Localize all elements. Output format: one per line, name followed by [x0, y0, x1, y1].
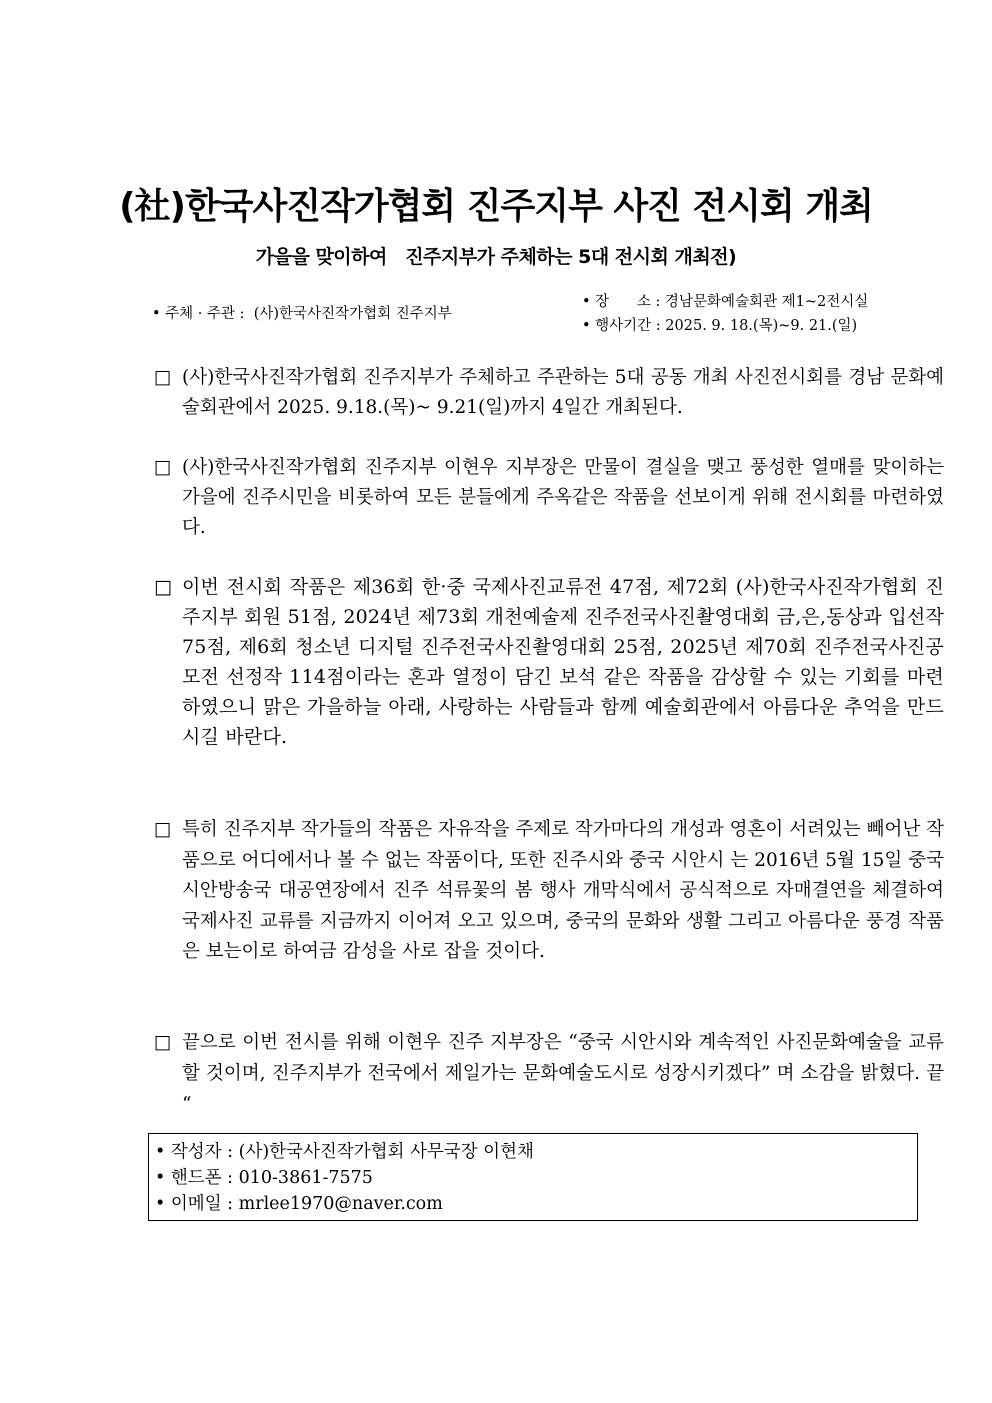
paragraph-2 — [154, 453, 944, 543]
venue-info: • 장 소 : 경남문화예술회관 제1~2전시실 — [582, 294, 869, 310]
checkbox-symbol: □ — [154, 367, 172, 388]
paragraph-1 — [154, 363, 944, 423]
paragraph-text: (사)한국사진작가협회 진주지부 이현우 지부장은 만물이 결실을 맺고 풍성한 열매를 맞이하는 가을에 진주시민을 비롯하여 모든 분들에게 주옥같은 작품을 선보이게 위해 전시회를 마련하였다. — [182, 457, 944, 538]
checkbox-symbol: □ — [154, 819, 172, 840]
checkbox-symbol: □ — [154, 576, 173, 598]
contact-author: • 작성자 : (사)한국사진작가협회 사무국장 이현채 — [155, 1142, 534, 1162]
host-info: • 주체 · 주관 : (사)한국사진작가협회 진주지부 — [152, 306, 452, 322]
paragraph-text: 특히 진주지부 작가들의 작품은 자유작을 주제로 작가마다의 개성과 영혼이 서려있는 빼어난 작품으로 어디에서나 볼 수 없는 작품이다, 또한 진주시와 중국 시안시 는 2016년 5월 15일 중국 시안방송국 대공연장에서 진주 석류꽃의 봄 행사 개막식에서 공식적으로 자매결연을 체결하여 국제사진 교류를 지금까지 이어져 오고 있으며, 중국의 문화와 생활 그리고 아름다운 풍경 작품은 보는이로 하여금 감성을 사로 잡을 것이다. — [182, 819, 944, 962]
checkbox-symbol: □ — [154, 1032, 172, 1053]
contact-phone: • 핸드폰 : 010-3861-7575 — [155, 1168, 373, 1188]
period-info: • 행사기간 : 2025. 9. 18.(목)~9. 21.(일) — [582, 318, 858, 334]
checkbox-symbol: □ — [154, 457, 172, 478]
document-title: (社)한국사진작가협회 진주지부 사진 전시회 개최 — [119, 186, 873, 227]
paragraph-text: 이번 전시회 작품은 제36회 한·중 국제사진교류전 47점, 제72회 (사)한국사진작가협회 진주지부 회원 51점, 2024년 제73회 개천예술제 진주전국사진촬영대회 금,은,동상과 입선작 75점, 제6회 청소년 디지털 진주전국사진촬영대회 25점, 2025년 제70회 진주전국사진공모전 선정작 114점이라는 혼과 열정이 담긴 보석 같은 작품을 감상할 수 있는 기회를 마련하였으니 맑은 가을하늘 아래, 사랑하는 사람들과 함께 예술회관에서 아름다운 추억을 만드시길 바란다. — [182, 576, 944, 748]
paragraph-4 — [154, 815, 944, 968]
contact-box — [148, 1133, 918, 1221]
paragraph-text: 끝으로 이번 전시를 위해 이현우 진주 지부장은 “중국 시안시와 계속적인 사진문화예술을 교류할 것이며, 진주지부가 전국에서 제일가는 문화예술도시로 성장시키겠다” 며 소감을 밝혔다. 끝 “ — [182, 1032, 944, 1115]
document-subtitle: 가을을 맞이하여 진주지부가 주체하는 5대 전시회 개최전) — [255, 246, 737, 268]
paragraph-text: (사)한국사진작가협회 진주지부가 주체하고 주관하는 5대 공동 개최 사진전시회를 경남 문화예술회관에서 2025. 9.18.(목)~ 9.21(일)까지 4일간 개최된다. — [182, 367, 944, 418]
contact-email: • 이메일 : mrlee1970@naver.com — [155, 1194, 443, 1214]
paragraph-3 — [154, 572, 944, 752]
paragraph-5 — [154, 1027, 944, 1120]
